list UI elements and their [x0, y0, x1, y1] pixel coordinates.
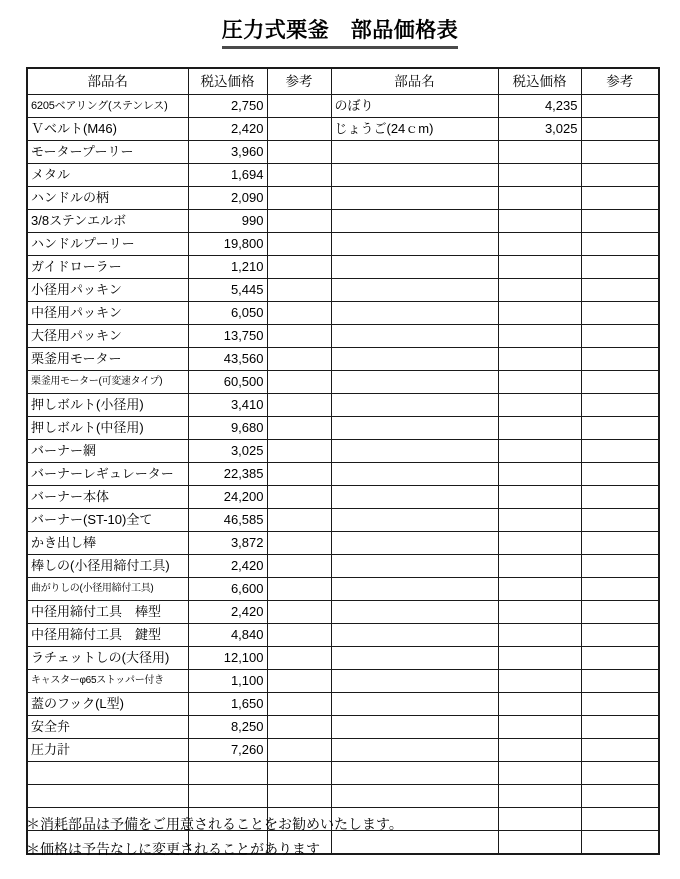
cell-price: 990	[188, 210, 267, 233]
cell-price: 19,800	[188, 233, 267, 256]
table-row	[27, 578, 659, 601]
cell-price: 46,585	[188, 509, 267, 532]
cell-empty	[267, 371, 331, 394]
cell-empty	[498, 555, 581, 578]
column-header-note-right: 参考	[581, 68, 659, 95]
cell-empty	[267, 233, 331, 256]
cell-part-name: バーナー本体	[27, 486, 188, 509]
table-row	[27, 417, 659, 440]
cell-price: 7,260	[188, 739, 267, 762]
cell-empty	[188, 762, 267, 785]
cell-price: 3,410	[188, 394, 267, 417]
cell-empty	[581, 463, 659, 486]
table-row	[27, 785, 659, 808]
cell-empty	[581, 394, 659, 417]
cell-price: 6,050	[188, 302, 267, 325]
cell-empty	[331, 785, 498, 808]
cell-empty	[581, 187, 659, 210]
cell-price: 3,025	[188, 440, 267, 463]
cell-empty	[267, 693, 331, 716]
cell-empty	[331, 164, 498, 187]
cell-empty	[331, 394, 498, 417]
cell-part-name: 栗釜用モーター(可変速タイプ)	[27, 371, 188, 394]
table-row	[27, 118, 659, 141]
cell-empty	[498, 325, 581, 348]
cell-part-name: 押しボルト(中径用)	[27, 417, 188, 440]
cell-empty	[267, 555, 331, 578]
cell-empty	[498, 647, 581, 670]
cell-part-name: 曲がりしの(小径用締付工具)	[27, 578, 188, 601]
cell-empty	[498, 440, 581, 463]
cell-price: 2,750	[188, 95, 267, 118]
cell-part-name: バーナーレギュレーター	[27, 463, 188, 486]
cell-empty	[267, 440, 331, 463]
table-row	[27, 716, 659, 739]
table-row	[27, 601, 659, 624]
cell-empty	[581, 371, 659, 394]
cell-empty	[581, 210, 659, 233]
cell-empty	[498, 164, 581, 187]
cell-empty	[498, 187, 581, 210]
table-row	[27, 532, 659, 555]
table-row	[27, 348, 659, 371]
cell-empty	[581, 256, 659, 279]
cell-empty	[331, 716, 498, 739]
cell-empty	[498, 716, 581, 739]
cell-part-name: バーナー(ST-10)全て	[27, 509, 188, 532]
cell-price: 3,872	[188, 532, 267, 555]
cell-empty	[498, 739, 581, 762]
cell-empty	[498, 785, 581, 808]
cell-empty	[498, 532, 581, 555]
cell-price: 1,650	[188, 693, 267, 716]
cell-empty	[267, 509, 331, 532]
cell-empty	[581, 233, 659, 256]
cell-price: 43,560	[188, 348, 267, 371]
cell-empty	[498, 463, 581, 486]
cell-empty	[331, 187, 498, 210]
cell-part-name: メタル	[27, 164, 188, 187]
cell-part-name: かき出し棒	[27, 532, 188, 555]
cell-empty	[581, 348, 659, 371]
cell-part-name: 圧力計	[27, 739, 188, 762]
cell-empty	[331, 141, 498, 164]
table-row	[27, 371, 659, 394]
cell-empty	[498, 210, 581, 233]
cell-empty	[581, 578, 659, 601]
cell-empty	[581, 325, 659, 348]
cell-part-name: 栗釜用モーター	[27, 348, 188, 371]
footer-note-line: ＊価格は予告なしに変更されることがあります	[26, 841, 320, 857]
cell-empty	[331, 578, 498, 601]
cell-part-name: 小径用パッキン	[27, 279, 188, 302]
cell-empty	[267, 141, 331, 164]
cell-empty	[498, 256, 581, 279]
table-row	[27, 141, 659, 164]
cell-empty	[581, 555, 659, 578]
table-row	[27, 762, 659, 785]
footer-note-line: ＊消耗部品は予備をご用意されることをお勧めいたします。	[26, 816, 403, 832]
cell-empty	[331, 532, 498, 555]
table-row	[27, 164, 659, 187]
cell-empty	[331, 555, 498, 578]
cell-part-name: じょうご(24ｃm)	[331, 118, 498, 141]
column-header-note-left: 参考	[267, 68, 331, 95]
cell-price: 8,250	[188, 716, 267, 739]
cell-price: 60,500	[188, 371, 267, 394]
cell-empty	[331, 440, 498, 463]
cell-empty	[498, 302, 581, 325]
cell-empty	[581, 118, 659, 141]
table-header-row	[27, 68, 659, 95]
cell-empty	[331, 256, 498, 279]
column-header-part-name-left: 部品名	[27, 68, 188, 95]
cell-empty	[331, 647, 498, 670]
cell-part-name: 押しボルト(小径用)	[27, 394, 188, 417]
cell-empty	[581, 670, 659, 693]
cell-empty	[267, 164, 331, 187]
table-row	[27, 187, 659, 210]
cell-empty	[267, 118, 331, 141]
cell-empty	[267, 394, 331, 417]
parts-price-table	[26, 67, 660, 855]
cell-empty	[498, 233, 581, 256]
cell-empty	[498, 486, 581, 509]
cell-empty	[331, 417, 498, 440]
cell-empty	[267, 417, 331, 440]
table-row	[27, 302, 659, 325]
cell-empty	[267, 670, 331, 693]
cell-empty	[267, 578, 331, 601]
cell-empty	[267, 601, 331, 624]
cell-price: 4,840	[188, 624, 267, 647]
cell-empty	[331, 233, 498, 256]
cell-part-name: 3/8ステンエルボ	[27, 210, 188, 233]
table-row	[27, 693, 659, 716]
cell-part-name: バーナー網	[27, 440, 188, 463]
cell-empty	[581, 417, 659, 440]
cell-empty	[581, 624, 659, 647]
cell-empty	[581, 279, 659, 302]
cell-empty	[581, 693, 659, 716]
cell-empty	[331, 302, 498, 325]
table-row	[27, 624, 659, 647]
table-row	[27, 325, 659, 348]
table-header	[27, 68, 659, 95]
cell-empty	[267, 325, 331, 348]
table-row	[27, 279, 659, 302]
cell-empty	[188, 785, 267, 808]
cell-empty	[331, 348, 498, 371]
cell-empty	[581, 164, 659, 187]
cell-empty	[267, 624, 331, 647]
cell-price: 2,420	[188, 118, 267, 141]
cell-empty	[267, 739, 331, 762]
cell-price: 2,420	[188, 601, 267, 624]
cell-price: 2,090	[188, 187, 267, 210]
cell-price: 4,235	[498, 95, 581, 118]
page-title-container	[0, 18, 680, 49]
cell-empty	[267, 716, 331, 739]
cell-part-name: 大径用パッキン	[27, 325, 188, 348]
cell-empty	[331, 509, 498, 532]
cell-price: 1,210	[188, 256, 267, 279]
table-row	[27, 647, 659, 670]
page-title: 圧力式栗釜 部品価格表	[222, 18, 459, 49]
table-row	[27, 233, 659, 256]
cell-price: 9,680	[188, 417, 267, 440]
cell-empty	[498, 279, 581, 302]
cell-part-name: 6205ベアリング(ステンレス)	[27, 95, 188, 118]
cell-part-name: 中径用締付工具 棒型	[27, 601, 188, 624]
cell-empty	[581, 302, 659, 325]
footer-notes	[26, 812, 646, 862]
cell-part-name: のぼり	[331, 95, 498, 118]
cell-empty	[331, 624, 498, 647]
cell-empty	[581, 647, 659, 670]
cell-price: 13,750	[188, 325, 267, 348]
cell-price: 1,694	[188, 164, 267, 187]
cell-part-name: 安全弁	[27, 716, 188, 739]
cell-empty	[581, 509, 659, 532]
cell-empty	[267, 348, 331, 371]
cell-part-name: 蓋のフック(L型)	[27, 693, 188, 716]
table-body	[27, 95, 659, 855]
cell-part-name: 中径用パッキン	[27, 302, 188, 325]
cell-part-name: キャスターφ65ストッパー付き	[27, 670, 188, 693]
cell-empty	[498, 670, 581, 693]
cell-empty	[498, 693, 581, 716]
cell-empty	[27, 762, 188, 785]
table-row	[27, 95, 659, 118]
cell-empty	[498, 624, 581, 647]
cell-price: 5,445	[188, 279, 267, 302]
cell-part-name: モータープーリー	[27, 141, 188, 164]
cell-empty	[331, 693, 498, 716]
cell-empty	[581, 762, 659, 785]
table-row	[27, 739, 659, 762]
cell-part-name: Ｖベルト(M46)	[27, 118, 188, 141]
cell-empty	[581, 785, 659, 808]
cell-empty	[498, 394, 581, 417]
cell-empty	[267, 187, 331, 210]
cell-empty	[331, 279, 498, 302]
cell-price: 24,200	[188, 486, 267, 509]
table-row	[27, 509, 659, 532]
cell-empty	[581, 716, 659, 739]
cell-empty	[498, 762, 581, 785]
cell-empty	[331, 739, 498, 762]
cell-part-name: ガイドローラー	[27, 256, 188, 279]
cell-price: 12,100	[188, 647, 267, 670]
cell-empty	[267, 532, 331, 555]
cell-empty	[498, 417, 581, 440]
column-header-price-right: 税込価格	[498, 68, 581, 95]
cell-empty	[267, 463, 331, 486]
cell-empty	[331, 371, 498, 394]
cell-empty	[331, 486, 498, 509]
table-row	[27, 555, 659, 578]
cell-empty	[267, 95, 331, 118]
cell-part-name: ハンドルの柄	[27, 187, 188, 210]
cell-empty	[267, 486, 331, 509]
cell-price: 1,100	[188, 670, 267, 693]
cell-empty	[267, 785, 331, 808]
cell-empty	[498, 578, 581, 601]
cell-empty	[498, 601, 581, 624]
cell-empty	[498, 141, 581, 164]
table-row	[27, 670, 659, 693]
cell-empty	[581, 486, 659, 509]
cell-empty	[581, 440, 659, 463]
table-row	[27, 394, 659, 417]
table-row	[27, 256, 659, 279]
cell-empty	[331, 325, 498, 348]
cell-price: 22,385	[188, 463, 267, 486]
column-header-price-left: 税込価格	[188, 68, 267, 95]
table-row	[27, 463, 659, 486]
cell-empty	[581, 739, 659, 762]
table-row	[27, 486, 659, 509]
cell-empty	[331, 463, 498, 486]
cell-empty	[27, 785, 188, 808]
cell-empty	[331, 601, 498, 624]
cell-empty	[581, 601, 659, 624]
cell-part-name: 中径用締付工具 鍵型	[27, 624, 188, 647]
cell-empty	[498, 348, 581, 371]
cell-empty	[267, 210, 331, 233]
cell-part-name: ハンドルプーリー	[27, 233, 188, 256]
cell-empty	[498, 371, 581, 394]
cell-empty	[331, 762, 498, 785]
cell-price: 3,960	[188, 141, 267, 164]
cell-empty	[331, 670, 498, 693]
cell-empty	[581, 532, 659, 555]
column-header-part-name-right: 部品名	[331, 68, 498, 95]
cell-price: 6,600	[188, 578, 267, 601]
table-row	[27, 210, 659, 233]
cell-price: 3,025	[498, 118, 581, 141]
table-row	[27, 440, 659, 463]
cell-empty	[267, 762, 331, 785]
cell-part-name: 棒しの(小径用締付工具)	[27, 555, 188, 578]
cell-part-name: ラチェットしの(大径用)	[27, 647, 188, 670]
cell-empty	[267, 647, 331, 670]
cell-empty	[498, 509, 581, 532]
cell-empty	[267, 279, 331, 302]
cell-price: 2,420	[188, 555, 267, 578]
cell-empty	[267, 256, 331, 279]
cell-empty	[331, 210, 498, 233]
parts-price-table-container	[26, 67, 658, 855]
cell-empty	[267, 302, 331, 325]
cell-empty	[581, 141, 659, 164]
cell-empty	[581, 95, 659, 118]
